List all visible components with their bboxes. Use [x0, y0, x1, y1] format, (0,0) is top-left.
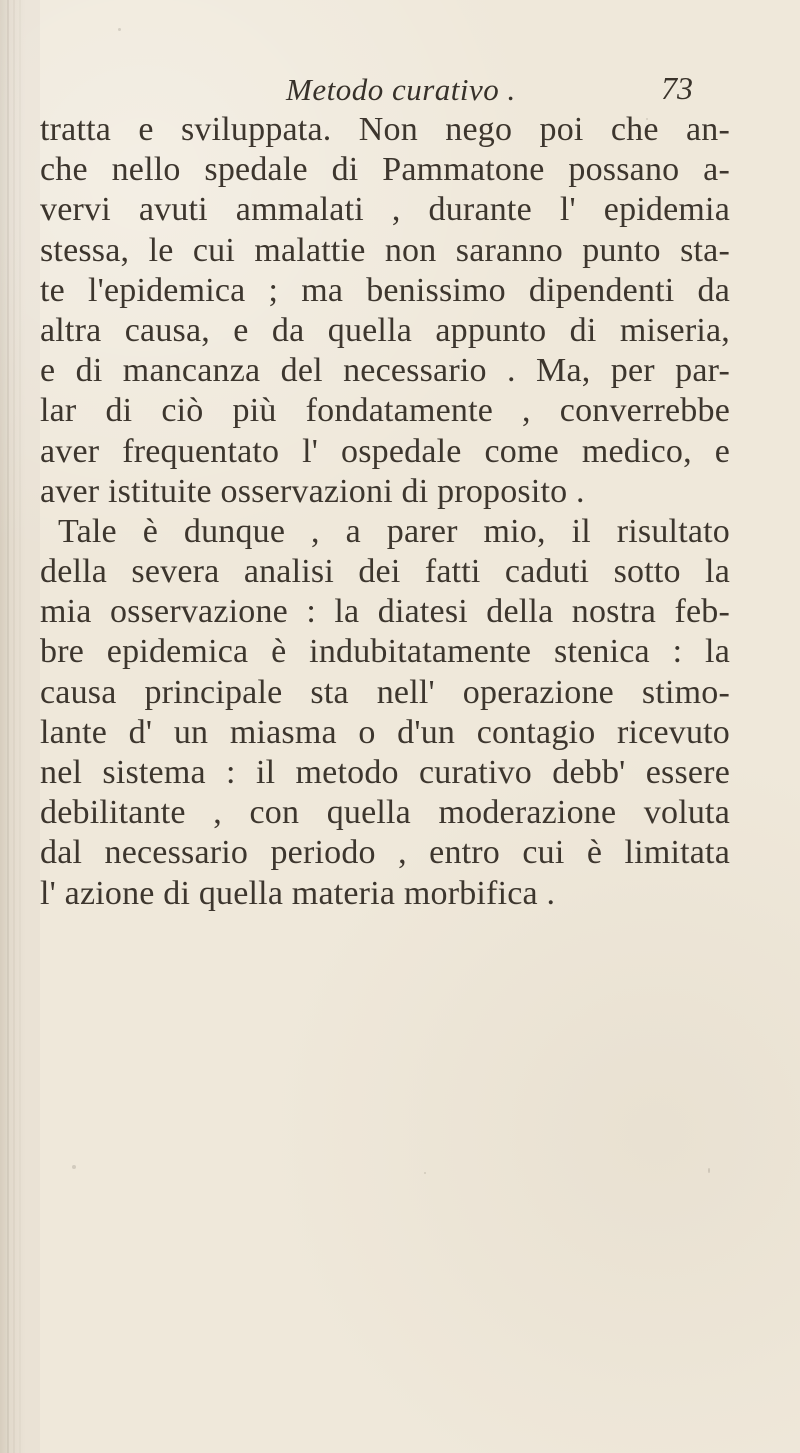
text-line: l' azione di quella materia morbifica . [40, 874, 556, 912]
main-text-block [40, 110, 730, 914]
text-line: bre epidemica è indubitatamente stenica : la [40, 633, 730, 671]
text-line: aver frequentato l' ospedale come medico, e [40, 432, 730, 470]
text-line: dal necessario periodo , entro cui è limitata [40, 834, 730, 872]
paper-speck [118, 28, 121, 31]
paper-speck [646, 118, 648, 120]
text-line: della severa analisi dei fatti caduti sotto la [40, 553, 730, 591]
text-line: nel sistema : il metodo curativo debb' essere [40, 754, 730, 791]
paragraph-start-line: Tale è dunque , a parer mio, il risultato [58, 512, 730, 550]
page-number: 73 [661, 70, 693, 106]
text-line: lante d' un miasma o d'un contagio ricevuto [40, 713, 730, 751]
text-line: vervi avuti ammalati , durante l' epidemia [40, 191, 730, 229]
paper-speck [424, 1172, 426, 1174]
text-line: tratta e sviluppata. Non nego poi che an- [40, 111, 730, 148]
text-line: aver istituite osservazioni di proposito . [40, 472, 585, 510]
running-header-title: Metodo curativo . [286, 72, 516, 107]
text-line: debilitante , con quella moderazione voluta [40, 794, 730, 832]
page-edge-shadow [0, 0, 40, 1453]
paper-speck [708, 1168, 710, 1173]
text-line: altra causa, e da quella appunto di miseria, [40, 311, 730, 349]
paper-speck [72, 1165, 76, 1169]
text-line: stessa, le cui malattie non saranno punto sta- [40, 231, 730, 269]
text-line: mia osservazione : la diatesi della nostra feb- [40, 593, 730, 631]
text-line: che nello spedale di Pammatone possano a- [40, 151, 730, 189]
text-line: e di mancanza del necessario . Ma, per par- [40, 352, 730, 390]
text-line: causa principale sta nell' operazione stimo- [40, 673, 730, 711]
text-line: te l'epidemica ; ma benissimo dipendenti da [40, 271, 730, 309]
text-line: lar di ciò più fondatamente , converrebbe [40, 392, 730, 430]
